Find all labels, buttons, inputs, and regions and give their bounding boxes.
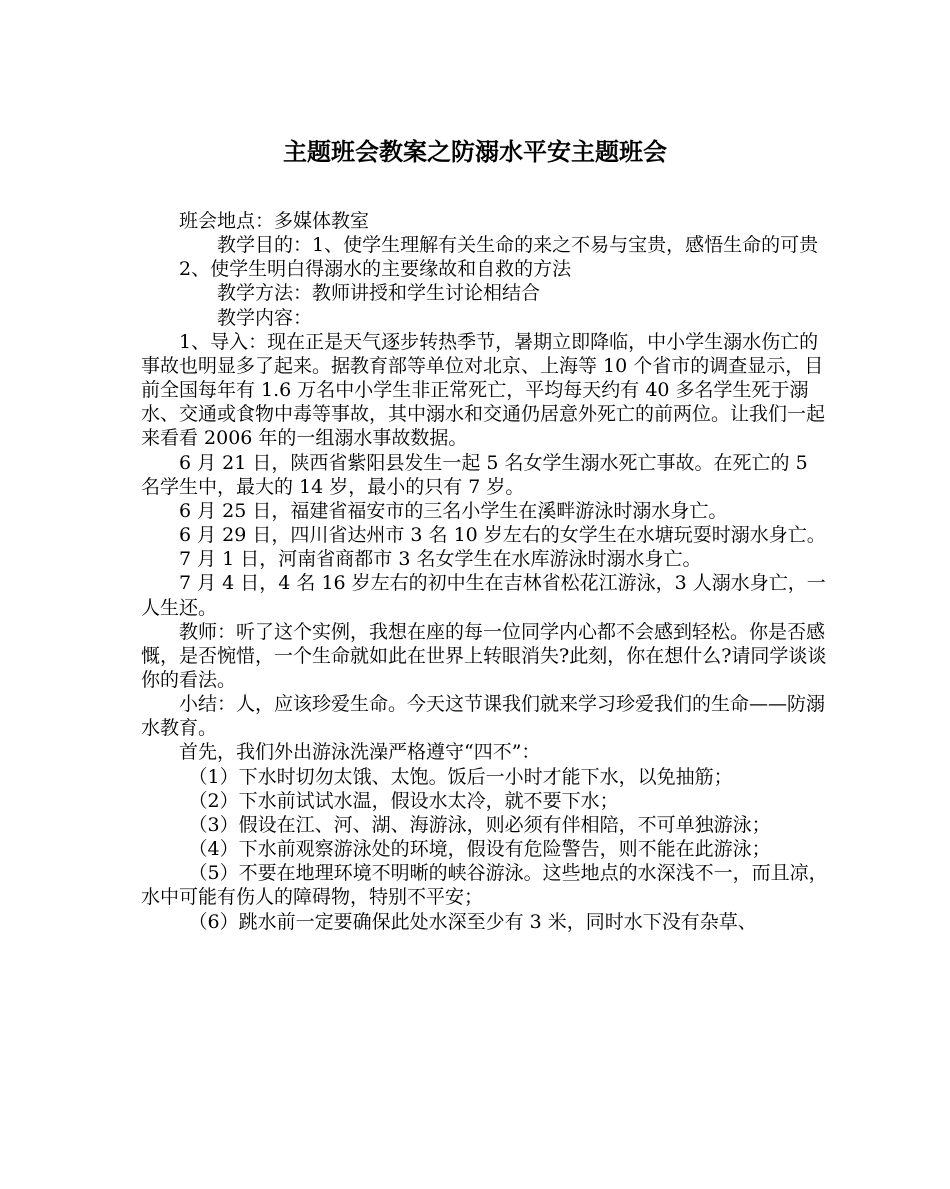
paragraph-case-0621: 6 月 21 日，陕西省紫阳县发生一起 5 名女学生溺水死亡事故。在死亡的 5 名学生中，最大的 14 岁，最小的只有 7 岁。 (141, 451, 808, 498)
paragraph-case-0625: 6 月 25 日，福建省福安市的三名小学生在溪畔游泳时溺水身亡。 (179, 499, 728, 522)
rule-item-6: （6）跳水前一定要确保此处水深至少有 3 米，同时水下没有杂草、 (188, 910, 757, 933)
document-title: 主题班会教案之防溺水平安主题班会 (283, 137, 667, 166)
rule-item-1: （1）下水时切勿太饿、太饱。饭后一小时才能下水，以免抽筋； (188, 765, 733, 788)
rule-item-2: （2）下水前试试水温，假设水太冷，就不要下水； (188, 789, 619, 812)
paragraph-case-0704: 7 月 4 日，4 名 16 岁左右的初中生在吉林省松花江游泳，3 人溺水身亡，一人生还。 (141, 572, 826, 619)
paragraph-teacher: 教师：听了这个实例，我想在座的每一位同学内心都不会感到轻松。你是否感慨，是否惋惜，一个生命就如此在世界上转眼消失?此刻，你在想什么?请同学谈谈你的看法。 (141, 620, 827, 691)
paragraph-objective-2: 2、使学生明白得溺水的主要缘故和自救的方法 (179, 258, 572, 281)
paragraph-introduction: 1、导入：现在正是天气逐步转热季节，暑期立即降临，中小学生溺水伤亡的事故也明显多了起来。据教育部等单位对北京、上海等 10 个省市的调查显示，目前全国每年有 1.6 万名中小学生非正常死亡，平均每天约有 40 多名学生死于溺水、交通或食物中毒等事故，其中溺水和交通仍居意外死亡的前两位。让我们一起来看看 2006 年的一组溺水事故数据。 (141, 330, 826, 450)
paragraph-summary: 小结：人，应该珍爱生命。今天这节课我们就来学习珍爱我们的生命——防溺水教育。 (141, 693, 826, 740)
rule-item-4: （4）下水前观察游泳处的环境，假设有危险警告，则不能在此游泳； (188, 838, 771, 861)
paragraph-objective: 教学目的：1、使学生理解有关生命的来之不易与宝贵，感悟生命的可贵 (217, 234, 819, 257)
paragraph-location: 班会地点：多媒体教室 (179, 210, 370, 232)
paragraph-case-0629: 6 月 29 日，四川省达州市 3 名 10 岁左右的女学生在水塘玩耍时溺水身亡。 (179, 524, 826, 547)
rule-item-5: （5）不要在地理环境不明晰的峡谷游泳。这些地点的水深浅不一，而且凉，水中可能有伤人的障碍物，特别不平安； (141, 862, 828, 909)
paragraph-case-0701: 7 月 1 日，河南省商都市 3 名女学生在水库游泳时溺水身亡。 (179, 548, 702, 571)
document-body (141, 209, 831, 934)
paragraph-rules-intro: 首先，我们外出游泳洗澡严格遵守“四不”： (179, 741, 541, 764)
paragraph-method: 教学方法：教师讲授和学生讨论相结合 (217, 282, 541, 305)
paragraph-content-heading: 教学内容： (217, 306, 313, 329)
rule-item-3: （3）假设在江、河、湖、海游泳，则必须有伴相陪，不可单独游泳； (188, 813, 771, 836)
